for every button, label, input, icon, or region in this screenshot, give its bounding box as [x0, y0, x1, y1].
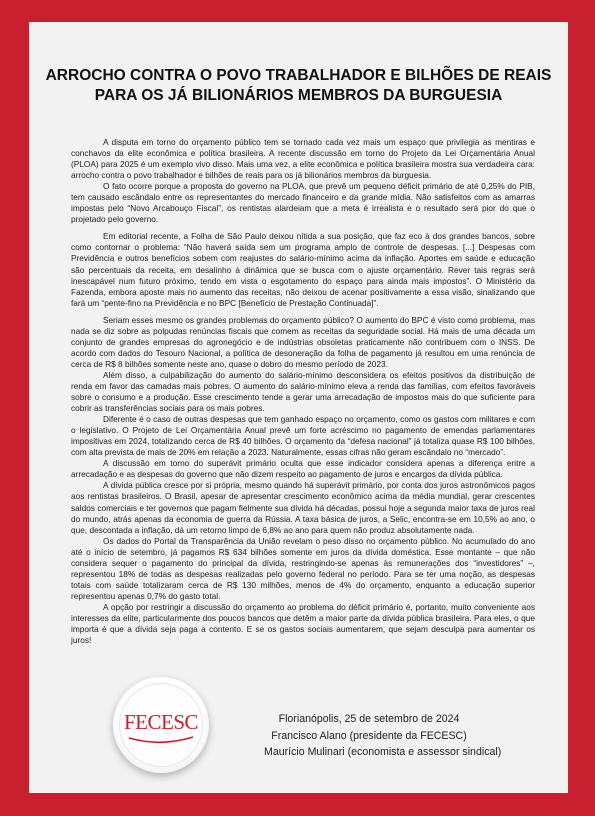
paragraph: Seriam esses mesmo os grandes problemas do orçamento público? O aumento do BPC é visto como problema, mas nada se diz sobre as polpudas renúncias fiscais que comem as receitas da seguridade social. Há mais de uma década um conjunto de grandes empresas do agronegócio e de indústrias obsoletas praticamente não contribuem com o INSS. De acordo com dados do Tesouro Nacional, a política de desoneração da folha de pagamento já resultou em uma renúncia de cerca de R$ 8 bilhões somente neste ano, quase o dobro do mesmo período de 2023.	[71, 314, 535, 369]
paragraph: Diferente é o caso de outras despesas que tem ganhado espaço no orçamento, como os gastos com militares e com o legislativo. O Projeto de Lei Orçamentária Anual prevê um forte acréscimo no pagamento de emendas parlamentares impositivas em 2024, totalizando cerca de R$ 40 bilhões. O orçamento da “defesa nacional” já totaliza quase R$ 100 bilhões, com alta prevista de mais de 20% em relação a 2023. Naturalmente, essas cifras não geram escândalo no “mercado”.	[71, 414, 535, 458]
paragraph: A discussão em torno do superávit primário oculta que esse indicador considera apenas a diferença entre a arrecadação e as despesas do governo que não dizem respeito ao pagamento de juros e encargos da dívida pública.	[71, 458, 535, 480]
paragraph: Além disso, a culpabilização do aumento do salário-mínimo desconsidera os efeitos positivos da distribuição de renda em favor das camadas mais pobres. O aumento do salário-mínimo eleva a renda das famílias, com efeitos favoráveis sobre o consumo e a produção. Esse crescimento tende a gerar uma arrecadação de impostos mais do que suficiente para cobrir as transferências sociais para os mais pobres.	[71, 369, 535, 414]
title-line-1: ARROCHO CONTRA O POVO TRABALHADOR E BILHÕES DE REAIS	[45, 67, 552, 84]
paragraph: A disputa em torno do orçamento público tem se tornado cada vez mais um espaço que privilegia as mentiras e conchavos da elite econômica e política brasileira. A recente discussão em torno do Projeto da Lei Orçamentária Anual (PLOA) para 2025 é um exemplo vivo disso. Mais uma vez, a elite econômica e política brasileira mostra sua verdadeira cara: arrocho contra o povo trabalhador e bilhões de reais para os já bilionários membros da burguesia.	[71, 137, 535, 181]
signature-block	[264, 711, 502, 761]
document-title	[29, 66, 568, 106]
signer-1: Francisco Alano (presidente da FECESC)	[271, 729, 467, 742]
paragraph: O fato ocorre porque a proposta do governo na PLOA, que prevê um pequeno déficit primário de até 0,25% do PIB, tem causado escândalo entre os representantes do mercado financeiro e da grande mídia. Não satisfeitos com as amarras impostas pelo “Novo Arcabouço Fiscal”, os rentistas alardeiam que a meta é irrealista e o resultado será pior do que o projetado pelo governo.	[71, 181, 535, 225]
paragraph: Os dados do Portal da Transparência da União revelam o peso disso no orçamento público. No acumulado do ano até o início de setembro, já pagamos R$ 634 bilhões somente em juros da dívida doméstica. Esse montante – que não considera sequer o pagamento do principal da dívida, restringindo-se apenas às remunerações dos “investidores” –, representou 18% de todas as despesas realizadas pelo governo federal no período. Para se ter uma noção, as despesas totais com saúde totalizaram cerca de R$ 130 milhões, menos de 4% do orçamento, enquanto a educação superior representou apenas 0,7% do gasto total.	[71, 535, 535, 601]
signer-2: Maurício Mulinari (economista e assessor sindical)	[264, 746, 502, 758]
logo-name: FECESC	[123, 710, 199, 734]
document-body	[71, 137, 535, 646]
logo-swoosh-icon	[127, 735, 195, 745]
fecesc-logo	[113, 677, 209, 773]
title-line-2: PARA OS JÁ BILIONÁRIOS MEMBROS DA BURGUESIA	[94, 87, 503, 104]
document-page	[29, 22, 568, 793]
paragraph: A dívida pública cresce por si própria, mesmo quando há superávit primário, por conta dos juros astronômicos pagos aos rentistas brasileiros. O Brasil, apesar de apresentar crescimento econômico acima da média mundial, gerar crescentes saldos comerciais e ter governos que pagam fielmente sua dívida há décadas, possui hoje a segunda maior taxa de juros real do mundo, atrás apenas da economia de guerra da Rússia. A taxa básica de juros, a Selic, encontra-se em 10,5% ao ano, o que, descontada a inflação, dá um retorno limpo de 6,8% ao ano para quem não produz absolutamente nada.	[71, 480, 535, 535]
paragraph: A opção por restringir a discussão do orçamento ao problema do déficit primário é, portanto, muito conveniente aos interesses da elite, particularmente dos poucos bancos que detêm a maior parte da dívida pública brasileira. Para eles, o que importa é que a dívida seja paga a contento. E se os gastos sociais aumentarem, que sejam desculpa para aumentar os juros!	[71, 601, 535, 646]
place-date: Florianópolis, 25 de setembro de 2024	[278, 713, 460, 725]
paragraph: Em editorial recente, a Folha de São Paulo deixou nítida a sua posição, que faz eco à dos grandes bancos, sobre como contornar o problema: “Não haverá saída sem um programa amplo de controle de despesas. [...] Despesas com Previdência e outros benefícios sobem com reajustes do salário-mínimo acima da inflação. Aportes em saúde e educação são percentuais da receita, em desalinho à dinâmica que se busca com o ajuste orçamentário. Rever tais regras será inescapável num futuro próximo, tendo em vista o esgotamento do espaço para ainda mais impostos”. O Ministério da Fazenda, embora aposte mais no aumento das receitas, não deixou de acenar positivamente a essa visão, sinalizando que fará um “pente-fino na Previdência e no BPC [Benefício de Prestação Continuada]”.	[71, 231, 535, 308]
